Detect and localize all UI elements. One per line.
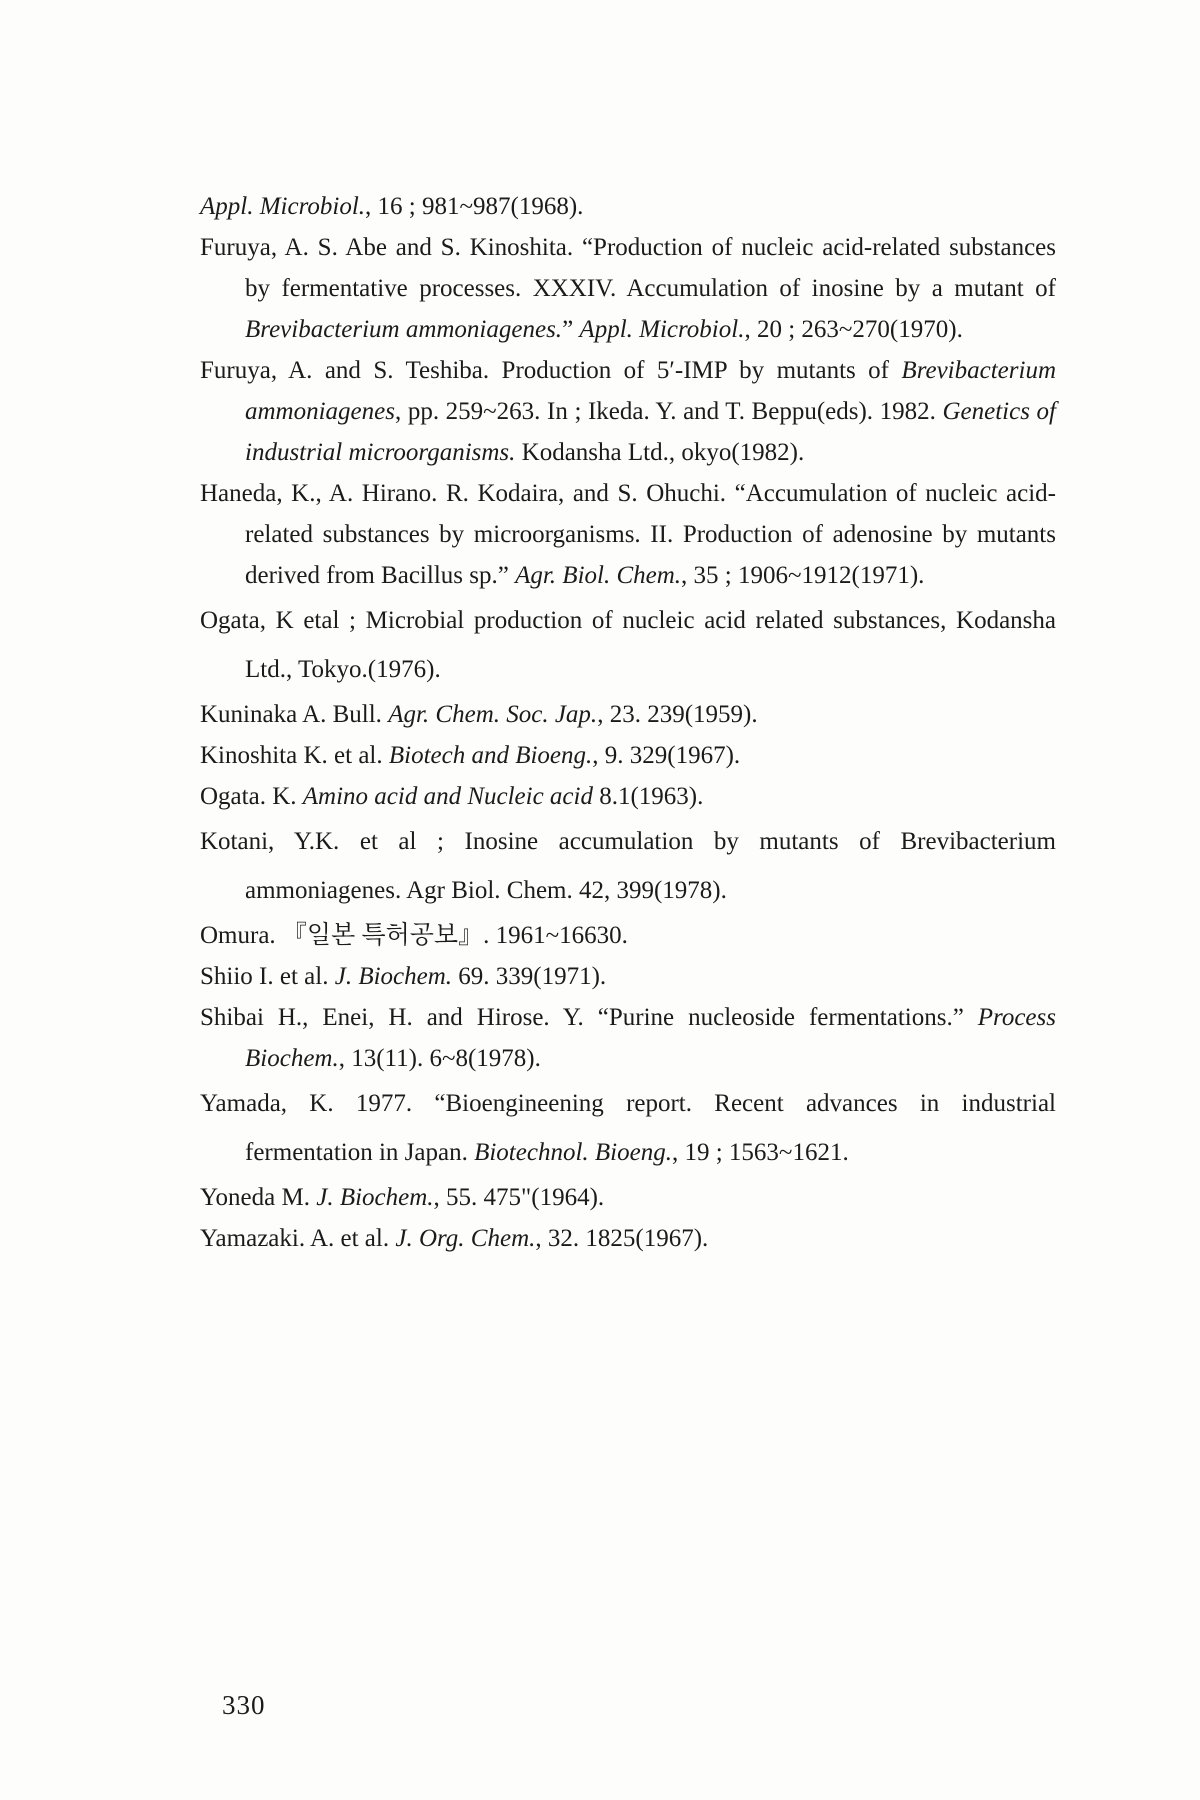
reference-text: Haneda, K., A. Hirano. R. Kodaira, and S. Ohuchi. “Accumulation of nucleic acid-related substances by microorganisms. II. Production of adenosine by mutants derived from Bacillus sp.”: [200, 480, 1056, 589]
reference-entry: [200, 350, 1056, 473]
reference-text: ”: [562, 316, 580, 343]
reference-text: Ogata. K.: [200, 783, 303, 810]
reference-entry: [200, 1177, 1056, 1218]
reference-text: Yamazaki. A. et al.: [200, 1225, 396, 1252]
reference-entry: [200, 1218, 1056, 1259]
reference-text: 8.1(1963).: [592, 783, 704, 810]
reference-entry: [200, 186, 1056, 227]
reference-list: [200, 186, 1056, 1259]
reference-italic-text: J. Biochem.: [334, 963, 453, 990]
reference-italic-text: Process Biochem.: [245, 1004, 1056, 1072]
reference-text: , pp. 259~263. In ; Ikeda. Y. and T. Beppu(eds). 1982.: [394, 398, 943, 425]
reference-text: Shiio I. et al.: [200, 963, 335, 990]
reference-italic-text: Amino acid and Nucleic acid: [302, 783, 593, 810]
reference-text: Furuya, A. and S. Teshiba. Production of 5′-IMP by mutants of: [200, 357, 902, 384]
reference-entry: [200, 817, 1056, 915]
reference-entry: [200, 956, 1056, 997]
reference-italic-text: Appl. Microbiol.: [579, 316, 745, 343]
reference-entry: [200, 735, 1056, 776]
reference-text: , 20 ; 263~270(1970).: [744, 316, 963, 343]
reference-text: , 32. 1825(1967).: [535, 1225, 709, 1252]
reference-text: , 35 ; 1906~1912(1971).: [681, 562, 925, 589]
reference-text: Yoneda M.: [200, 1184, 317, 1211]
reference-text: Kodansha Ltd., okyo(1982).: [515, 439, 805, 466]
reference-text: Omura. 『일본 특허공보』. 1961~16630.: [200, 922, 628, 949]
reference-italic-text: Agr. Chem. Soc. Jap.: [388, 701, 598, 728]
reference-text: Kinoshita K. et al.: [200, 742, 389, 769]
reference-text: Shibai H., Enei, H. and Hirose. Y. “Purine nucleoside fermentations.”: [200, 1004, 978, 1031]
reference-entry: [200, 473, 1056, 596]
reference-italic-text: Appl. Microbiol.: [200, 193, 366, 220]
reference-entry: [200, 694, 1056, 735]
reference-entry: [200, 227, 1056, 350]
reference-text: Ogata, K etal ; Microbial production of nucleic acid related substances, Kodansha Ltd., Tokyo.(1976).: [200, 607, 1056, 683]
reference-text: , 23. 239(1959).: [597, 701, 758, 728]
page-number: 330: [222, 1690, 266, 1720]
reference-italic-text: Agr. Biol. Chem.: [515, 562, 682, 589]
reference-entry: [200, 1079, 1056, 1177]
reference-italic-text: J. Biochem.: [316, 1184, 434, 1211]
reference-text: 69. 339(1971).: [452, 963, 607, 990]
reference-entry: [200, 596, 1056, 694]
reference-italic-text: Biotechnol. Bioeng.: [474, 1139, 672, 1166]
reference-entry: [200, 997, 1056, 1079]
reference-entry: [200, 776, 1056, 817]
reference-text: , 9. 329(1967).: [592, 742, 741, 769]
reference-text: , 55. 475"(1964).: [433, 1184, 605, 1211]
reference-italic-text: Brevibacterium ammoniagenes: [245, 357, 1056, 425]
reference-italic-text: Genetics of industrial microorganisms.: [245, 398, 1056, 466]
reference-text: , 19 ; 1563~1621.: [671, 1139, 849, 1166]
reference-text: , 16 ; 981~987(1968).: [365, 193, 584, 220]
reference-text: Kotani, Y.K. et al ; Inosine accumulation by mutants of Brevibacterium ammoniagenes. Agr Biol. Chem. 42, 399(1978).: [200, 828, 1056, 904]
reference-italic-text: J. Org. Chem.: [395, 1225, 536, 1252]
reference-entry: [200, 915, 1056, 956]
reference-text: Yamada, K. 1977. “Bioengineening report. Recent advances in industrial fermentation in Japan.: [200, 1090, 1056, 1166]
reference-text: , 13(11). 6~8(1978).: [338, 1045, 541, 1072]
reference-text: Furuya, A. S. Abe and S. Kinoshita. “Production of nucleic acid-related substances by fermentative processes. XXXIV. Accumulation of inosine by a mutant of: [200, 234, 1056, 302]
reference-text: Kuninaka A. Bull.: [200, 701, 389, 728]
reference-italic-text: Biotech and Bioeng.: [388, 742, 593, 769]
reference-italic-text: Brevibacterium ammoniagenes.: [245, 316, 563, 343]
